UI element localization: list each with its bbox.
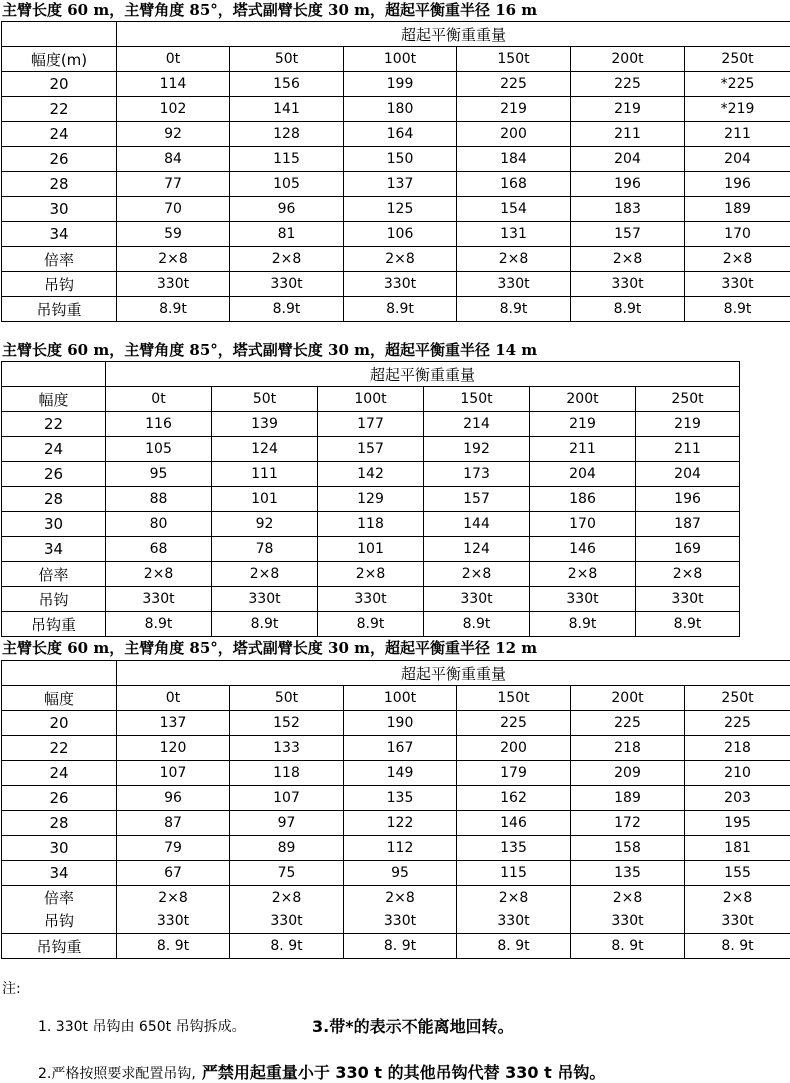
row-label: 22 [2,412,106,437]
table-cell: 164 [344,122,457,147]
table-cell: 2×8 [212,562,318,587]
table-cell: 102 [117,97,230,122]
table-cell: 225 [457,72,571,97]
table-cell: 120 [117,736,230,761]
table-cell: 2×8 [117,247,230,272]
table-row [2,836,790,861]
table-cell: 219 [636,412,740,437]
table-cell: 172 [571,811,685,836]
table-row [2,736,790,761]
table-cell: 196 [571,172,685,197]
table-cell: 2×8 [571,247,685,272]
column-header: 0t [117,47,230,72]
column-header: 250t [685,686,790,711]
row-label: 26 [2,462,106,487]
table-cell: 78 [212,537,318,562]
note-1: 1. 330t 吊钩由 650t 吊钩拆成。 [38,1016,246,1036]
row-label: 22 [2,736,117,761]
column-header: 150t [457,47,571,72]
table-cell: 330t [318,587,424,612]
corner-cell [2,22,117,47]
table-cell: 2×8 [530,562,636,587]
table-cell: 146 [530,537,636,562]
table-cell: 112 [344,836,457,861]
table-cell: 218 [685,736,790,761]
column-header: 200t [530,387,636,412]
table-cell: 79 [117,836,230,861]
table-cell: 116 [106,412,212,437]
table-cell: 96 [230,197,344,222]
table-cell: 107 [230,786,344,811]
table-cell: 162 [457,786,571,811]
notes-section [0,976,790,1080]
table-cell: 330t [344,272,457,297]
table-cell [344,886,457,934]
table-cell: 8. 9t [571,934,685,959]
table-cell: 142 [318,462,424,487]
table-cell: 184 [457,147,571,172]
table-cell [457,886,571,934]
table-cell: 170 [530,512,636,537]
table-cell: 2×8 [106,562,212,587]
table-cell: *225 [685,72,790,97]
table-cell: 330t [571,272,685,297]
table-cell: 168 [457,172,571,197]
table-cell: 141 [230,97,344,122]
table-row [2,412,740,437]
table-cell: 181 [685,836,790,861]
table-cell: 170 [685,222,790,247]
table-cell: 89 [230,836,344,861]
table-cell: 219 [530,412,636,437]
column-header: 200t [571,47,685,72]
table-row [2,487,740,512]
row-label: 20 [2,72,117,97]
table-row [2,711,790,736]
table-cell: 330t [457,272,571,297]
cell-value: 2×8 [571,887,684,910]
table-cell: 124 [212,437,318,462]
table-cell: 92 [212,512,318,537]
row-label: 26 [2,786,117,811]
column-header-row [2,47,790,72]
table-row [2,562,740,587]
table-cell: 137 [344,172,457,197]
table-cell: 150 [344,147,457,172]
column-header: 50t [212,387,318,412]
table-row [2,197,790,222]
table-cell: 157 [318,437,424,462]
table-cell [117,886,230,934]
table-row [2,786,790,811]
table-cell: 186 [530,487,636,512]
corner-cell [2,362,106,387]
table-cell: 135 [344,786,457,811]
cell-value: 330t [117,910,229,933]
row-header: 幅度 [2,686,117,711]
table-cell: 330t [117,272,230,297]
column-header: 100t [344,47,457,72]
table-cell: 128 [230,122,344,147]
row-label: 34 [2,222,117,247]
table-cell: 8.9t [685,297,790,322]
table-cell: 225 [571,711,685,736]
table-cell: 192 [424,437,530,462]
row-label: 24 [2,122,117,147]
table-cell: 2×8 [457,247,571,272]
column-header-row [2,387,740,412]
table-row [2,122,790,147]
row-label: 吊钩重 [2,934,117,959]
table-cell: 115 [457,861,571,886]
table-row [2,537,740,562]
table-cell: 189 [685,197,790,222]
row-label: 20 [2,711,117,736]
table-row [2,222,790,247]
table-row [2,462,740,487]
table-cell: 70 [117,197,230,222]
table-row [2,612,740,637]
table-cell: 105 [106,437,212,462]
note-2-text: 2.严格按照要求配置吊钩, [38,1066,196,1082]
notes-label: 注: [2,978,21,998]
cell-value: 330t [571,910,684,933]
table-cell: 125 [344,197,457,222]
table-cell: 2×8 [424,562,530,587]
table-cell: 84 [117,147,230,172]
table-cell: 2×8 [318,562,424,587]
table-cell: 75 [230,861,344,886]
row-label: 34 [2,537,106,562]
column-header-row [2,686,790,711]
section-title-3: 主臂长度 60 m，主臂角度 85°，塔式副臂长度 30 m，超起平衡重半径 12 m [2,638,537,658]
table-row [2,172,790,197]
corner-cell [2,661,117,686]
row-label: 34 [2,861,117,886]
table-cell: 97 [230,811,344,836]
table-cell: 8. 9t [685,934,790,959]
load-table-2 [1,361,740,637]
table-cell: 8.9t [571,297,685,322]
table-cell: 152 [230,711,344,736]
table-cell: 179 [457,761,571,786]
table-cell: 204 [636,462,740,487]
table-cell: 196 [636,487,740,512]
row-label: 22 [2,97,117,122]
table-cell: 154 [457,197,571,222]
table-cell: 330t [230,272,344,297]
table-cell: 211 [636,437,740,462]
table-cell: 330t [212,587,318,612]
table-row [2,587,740,612]
table-cell: 219 [457,97,571,122]
table-cell: 225 [685,711,790,736]
group-header: 超起平衡重重量 [117,22,790,47]
table-cell: 330t [106,587,212,612]
table-cell: 59 [117,222,230,247]
row-label: 26 [2,147,117,172]
note-3: 3.带*的表示不能离地回转。 [312,1014,514,1037]
table-cell: 200 [457,122,571,147]
table-cell: 8. 9t [117,934,230,959]
table-row [2,934,790,959]
table-cell: 158 [571,836,685,861]
column-header: 100t [344,686,457,711]
table-cell: 105 [230,172,344,197]
row-label: 30 [2,197,117,222]
table-cell: 131 [457,222,571,247]
table-row [2,297,790,322]
column-header: 150t [457,686,571,711]
table-cell: 190 [344,711,457,736]
column-header: 0t [106,387,212,412]
table-row [2,811,790,836]
table-cell: 101 [318,537,424,562]
table-cell: 146 [457,811,571,836]
table-cell: 2×8 [230,247,344,272]
group-header: 超起平衡重重量 [117,661,790,686]
table-cell: 8.9t [318,612,424,637]
row-label: 30 [2,836,117,861]
table-cell: 8.9t [530,612,636,637]
group-header: 超起平衡重重量 [106,362,740,387]
table-cell: 2×8 [344,247,457,272]
table-row [2,886,790,934]
column-header: 50t [230,47,344,72]
table-cell [571,886,685,934]
table-cell: 157 [571,222,685,247]
table-cell: 211 [530,437,636,462]
table-cell: 180 [344,97,457,122]
table-cell: 122 [344,811,457,836]
cell-value: 2×8 [685,887,790,910]
table-cell: 77 [117,172,230,197]
table-cell: 80 [106,512,212,537]
column-header: 50t [230,686,344,711]
table-cell: 214 [424,412,530,437]
table-cell: 195 [685,811,790,836]
row-label: 30 [2,512,106,537]
cell-value: 2×8 [117,887,229,910]
table-cell: 218 [571,736,685,761]
cell-value: 330t [230,910,343,933]
table-cell: 8. 9t [344,934,457,959]
table-cell: 149 [344,761,457,786]
row-label: 24 [2,437,106,462]
row-label: 24 [2,761,117,786]
table-row [2,247,790,272]
table-cell: 211 [685,122,790,147]
table-cell: 124 [424,537,530,562]
table-cell: 8. 9t [230,934,344,959]
section-title-1: 主臂长度 60 m，主臂角度 85°，塔式副臂长度 30 m，超起平衡重半径 16 m [2,0,537,20]
table-cell: 139 [212,412,318,437]
table-cell: 114 [117,72,230,97]
row-label: 吊钩 [2,272,117,297]
table-cell: 330t [685,272,790,297]
table-cell: 167 [344,736,457,761]
table-cell: 204 [685,147,790,172]
table-cell: 219 [571,97,685,122]
table-cell: 135 [571,861,685,886]
table-cell: 155 [685,861,790,886]
load-table-3 [1,660,790,959]
row-label: 吊钩重 [2,612,106,637]
load-table-1 [1,21,790,322]
column-header: 250t [685,47,790,72]
column-header: 150t [424,387,530,412]
table-cell: 8.9t [106,612,212,637]
table-cell: 8.9t [457,297,571,322]
table-row [2,437,740,462]
row-label: 吊钩 [2,587,106,612]
table-row [2,861,790,886]
table-cell: 95 [106,462,212,487]
cell-value: 2×8 [457,887,570,910]
table-cell: 8.9t [636,612,740,637]
table-cell: 67 [117,861,230,886]
row-label: 28 [2,172,117,197]
row-label: 28 [2,487,106,512]
table-cell: 330t [424,587,530,612]
column-header: 0t [117,686,230,711]
row-label: 吊钩 [2,910,116,933]
table-cell: 118 [318,512,424,537]
table-cell: 169 [636,537,740,562]
cell-value: 330t [685,910,790,933]
table-cell: 203 [685,786,790,811]
table-cell: 199 [344,72,457,97]
table-cell: 135 [457,836,571,861]
table-cell: 8.9t [344,297,457,322]
table-cell [685,886,790,934]
table-cell: 133 [230,736,344,761]
cell-value: 2×8 [344,887,456,910]
table-cell: 92 [117,122,230,147]
row-label: 吊钩重 [2,297,117,322]
table-cell: 211 [571,122,685,147]
cell-value: 2×8 [230,887,343,910]
section-title-2: 主臂长度 60 m，主臂角度 85°，塔式副臂长度 30 m，超起平衡重半径 14 m [2,340,537,360]
cell-value: 330t [457,910,570,933]
table-cell: 183 [571,197,685,222]
table-cell: 96 [117,786,230,811]
note-2-emphasis: 严禁用起重量小于 330 t 的其他吊钩代替 330 t 吊钩。 [202,1063,606,1082]
table-cell: 107 [117,761,230,786]
table-row [2,512,740,537]
table-cell: 8.9t [230,297,344,322]
table-cell: 173 [424,462,530,487]
table-cell: 137 [117,711,230,736]
table-cell: 95 [344,861,457,886]
table-cell: 129 [318,487,424,512]
row-label: 倍率 [2,562,106,587]
table-cell: 101 [212,487,318,512]
table-cell: 210 [685,761,790,786]
table-cell: 8.9t [424,612,530,637]
table-cell: 187 [636,512,740,537]
table-cell: 157 [424,487,530,512]
table-cell: 87 [117,811,230,836]
table-cell: 204 [530,462,636,487]
row-label: 28 [2,811,117,836]
table-cell: 330t [530,587,636,612]
table-cell: 330t [636,587,740,612]
table-cell: 200 [457,736,571,761]
table-cell: 204 [571,147,685,172]
table-cell: 209 [571,761,685,786]
table-cell: 81 [230,222,344,247]
table-cell: 118 [230,761,344,786]
table-cell: 106 [344,222,457,247]
table-cell: 177 [318,412,424,437]
cell-value: 330t [344,910,456,933]
table-cell: 225 [571,72,685,97]
table-cell: 196 [685,172,790,197]
table-row [2,97,790,122]
table-cell: 115 [230,147,344,172]
table-cell: 68 [106,537,212,562]
row-label [2,886,117,934]
column-header: 250t [636,387,740,412]
table-cell: 88 [106,487,212,512]
row-header: 幅度 [2,387,106,412]
table-row [2,761,790,786]
group-header-row [2,661,790,686]
row-header: 幅度(m) [2,47,117,72]
table-cell: 144 [424,512,530,537]
table-cell: 2×8 [685,247,790,272]
group-header-row [2,22,790,47]
table-cell: 8. 9t [457,934,571,959]
table-cell: *219 [685,97,790,122]
table-cell: 189 [571,786,685,811]
table-row [2,272,790,297]
column-header: 200t [571,686,685,711]
row-label: 倍率 [2,887,116,910]
table-cell [230,886,344,934]
table-row [2,147,790,172]
table-row [2,72,790,97]
table-cell: 156 [230,72,344,97]
table-cell: 225 [457,711,571,736]
column-header: 100t [318,387,424,412]
table-cell: 111 [212,462,318,487]
group-header-row [2,362,740,387]
table-cell: 2×8 [636,562,740,587]
table-cell: 8.9t [117,297,230,322]
row-label: 倍率 [2,247,117,272]
table-cell: 8.9t [212,612,318,637]
